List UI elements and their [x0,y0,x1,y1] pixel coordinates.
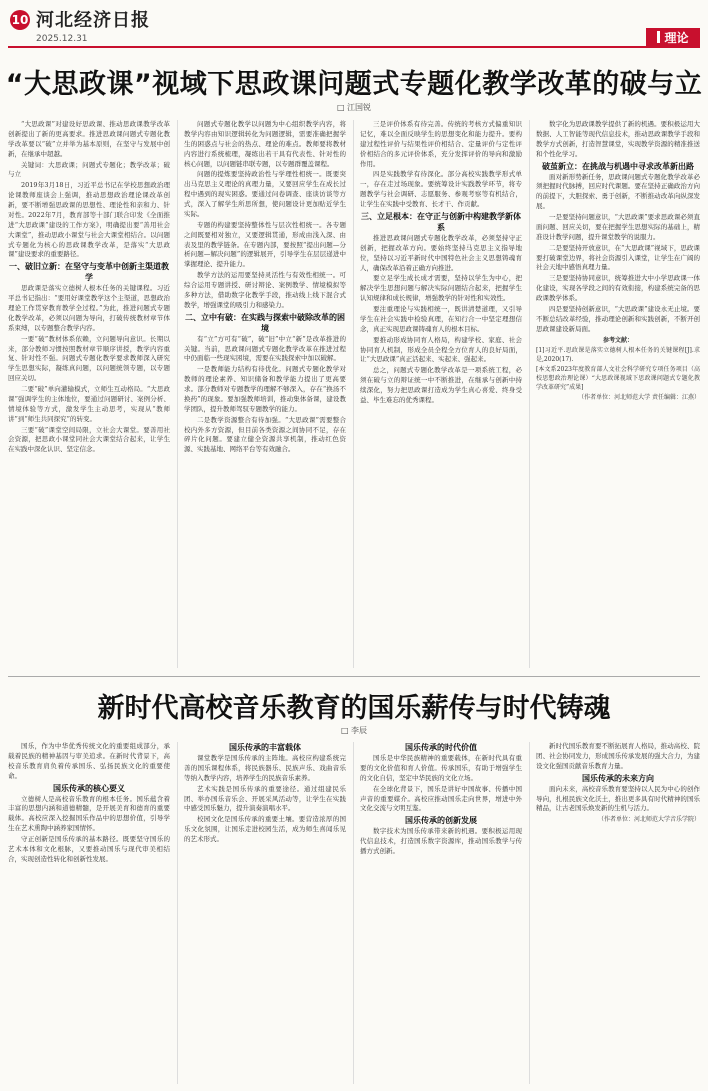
paragraph: 国乐，作为中华优秀传统文化的重要组成部分，承载着民族的精神基因与审美追求。在新时代背景下，高校音乐教育肩负着传承国乐、弘扬民族文化的重要使命。 [8,742,170,780]
article1-col3 [360,120,522,668]
references-title: 参考文献： [602,336,633,344]
paragraph: 面向未来，高校音乐教育要坚持以人民为中心的创作导向，扎根民族文化沃土，推出更多具有时代精神的国乐精品，让古老国乐焕发新的生机与活力。 [536,784,700,813]
paragraph: 一要“破”教材体系依赖，立问题导向意识。长期以来，部分教师习惯按照教材章节顺序讲授，教学内容重复、针对性不强。问题式专题化教学要求教师深入研究学生思想实际，凝练真问题，以问题统领专题，以专题回应关切。 [8,334,170,383]
article1-title: “大思政课”视域下思政课问题式专题化教学改革的破与立 [5,69,703,100]
author-affiliation: （作者单位：河北师范大学 责任编辑：江燕） [578,394,700,402]
paragraph: 推进思政课问题式专题化教学改革，必须坚持守正创新，把握改革方向。要始终坚持马克思主义指导地位，坚持以习近平新时代中国特色社会主义思想铸魂育人，确保改革沿着正确方向推进。 [360,233,522,272]
subheading: 三、立足根本：在守正与创新中构建教学新体系 [361,211,521,232]
paragraph: 在全球化背景下，国乐是讲好中国故事、传播中国声音的重要媒介。高校应推动国乐走向世界，增进中外文化交流与文明互鉴。 [360,784,522,813]
subheading: 一、破旧立新：在坚守与变革中创新主渠道教学 [9,262,169,283]
paragraph: 四是实践教学有待深化。部分高校实践教学形式单一，存在走过场现象。要统筹设计实践教学环节，将专题教学与社会调研、志愿服务、参观考察等有机结合，让学生在实践中受教育、长才干、作贡献。 [360,170,522,208]
paragraph: 面对新形势新任务，思政课问题式专题化教学改革必须把握时代脉搏，回应时代课题。要在坚持正确政治方向的前提下，大胆探索、勇于创新，不断推动改革向纵深发展。 [536,172,700,211]
paragraph: 数字化为思政课教学提供了新的机遇。要积极运用大数据、人工智能等现代信息技术，推动思政课教学手段和教学方式创新，打造智慧课堂，实现教学资源的精准推送和个性化学习。 [536,120,700,158]
article1-col1 [8,120,170,668]
paragraph: 四是要坚持创新意识，“大思政课”建设永无止境。要不断总结改革经验，推动理论创新和实践创新，不断开创思政课建设新局面。 [536,304,700,333]
article1-col4 [536,120,700,668]
paragraph: 一是要坚持问题意识，“大思政课”要求思政课必须直面问题、回应关切，要在把握学生思想实际的基础上，精准设计教学问题，提升课堂教学的说服力。 [536,213,700,241]
article2-col3 [360,742,522,1084]
abstract: “大思政课”对建设好思政课、推动思政课教学改革创新提出了新的更高要求。推进思政课问题式专题化教学改革要以“破”立并举为基本原则，在坚守与发展中创新，在继承中超越。 [8,120,170,158]
paragraph: 教学方法的运用要坚持灵活性与有效性相统一。可综合运用专题讲授、研讨辩论、案例教学、情境模拟等多种方法，借助数字化教学手段，推动线上线下混合式教学，增强课堂的吸引力和感染力。 [184,271,346,309]
paragraph: 三是要坚持协同意识，统筹推进大中小学思政课一体化建设，实现各学段之间的有效衔接，构建系统完备的思政课教学体系。 [536,274,700,302]
paragraph: 艺术实践是国乐传承的重要途径。通过组建民乐团、举办国乐音乐会、开展采风活动等，让学生在实践中感受国乐魅力，提升演奏演唱水平。 [184,784,346,813]
paragraph: 立德树人是高校音乐教育的根本任务。国乐蕴含着丰富的思想内涵和道德精髓，是开展美育和德育的重要载体。高校应深入挖掘国乐作品中的思想价值，引导学生在艺术熏陶中涵养家国情怀。 [8,794,170,833]
paragraph: 有“立”方可有“破”，破“旧”中立“新”是改革推进的关键。当前，思政课问题式专题化教学改革在推进过程中仍面临一些现实困境，需要在实践探索中加以破解。 [184,334,346,363]
header-rule [8,46,700,48]
article2-col1 [8,742,170,1084]
article2-title: 新时代高校音乐教育的国乐薪传与时代铸魂 [97,693,611,724]
paragraph: 二要“破”单向灌输模式，立师生互动格局。“大思政课”强调学生的主体地位，要通过问题研讨、案例分析、情境体验等方式，激发学生主动思考，实现从“教师讲”到“师生共同探究”的转变。 [8,385,170,423]
article-divider [8,676,700,677]
subheading: 破茧新立：在挑战与机遇中寻求改革新出路 [542,161,694,171]
column-separator [353,120,354,668]
paragraph: 守正创新是国乐传承的基本路径。既要坚守国乐的艺术本体和文化根脉，又要推动国乐与现代审美相结合，实现创造性转化和创新性发展。 [8,835,170,863]
paragraph: 国乐是中华民族精神的重要载体，在新时代具有重要的文化价值和育人价值。传承国乐，有助于增强学生的文化自信，坚定中华民族的文化立场。 [360,754,522,782]
author-affiliation: （作者单位：河北师范大学音乐学院） [597,816,700,824]
paragraph: 课堂教学是国乐传承的主阵地。高校应构建系统完善的国乐课程体系，将民族器乐、民族声乐、戏曲音乐等纳入教学内容，培养学生的民族音乐素养。 [184,754,346,782]
page-number: 10 [10,10,30,30]
reference-item: [1]习近平.思政课是落实立德树人根本任务的关键课程[J].求是,2020(17). [536,346,700,363]
article2-body [8,742,700,1084]
paragraph: 要推动形成协同育人格局，构建学校、家庭、社会协同育人机制，形成全员全程全方位育人的良好局面，让“大思政课”真正活起来、实起来、强起来。 [360,335,522,364]
reference-item: [本文系2023年度教育部人文社会科学研究专项任务项目（高校思想政治理论课）“大思政课视域下思政课问题式专题化教学改革研究”成果] [536,365,700,392]
bar-icon [657,31,660,43]
paragraph: 三是评价体系有待完善。传统的考核方式偏重知识记忆，难以全面反映学生的思想变化和能力提升。要构建过程性评价与结果性评价相结合、定量评价与定性评价相结合的多元评价体系，充分发挥评价的导向和激励作用。 [360,120,522,168]
article2-col4 [536,742,700,1084]
section-tag [646,28,700,48]
article2-author: □ 李辰 [340,726,368,735]
paragraph: 问题的提炼要坚持政治性与学理性相统一。既要突出马克思主义理论的真理力量，又要回应学生在成长过程中遇到的现实困惑。要通过问卷调查、座谈访谈等方式，深入了解学生所思所想，使问题设计更加贴近学生实际。 [184,170,346,218]
column-separator [177,120,178,668]
paragraph: 数字技术为国乐传承带来新的机遇。要积极运用现代信息技术，打造国乐数字资源库，推动国乐教学与传播方式创新。 [360,827,522,855]
section-name: 理论 [664,31,689,45]
subheading: 国乐传承的时代价值 [405,743,477,752]
paragraph: 校园文化是国乐传承的重要土壤。要营造浓厚的国乐文化氛围，让国乐走进校园生活，成为师生喜闻乐见的艺术形式。 [184,815,346,843]
article1-col2 [184,120,346,668]
subheading: 国乐传承的未来方向 [582,773,654,783]
keywords: 关键词：大思政课；问题式专题化；教学改革；破与立 [8,160,170,179]
paragraph: 二是教学资源整合有待加强。“大思政课”需要整合校内外多方资源，但目前各类资源之间协同不足，存在碎片化问题。要建立健全资源共享机制，推动红色资源、实践基地、网络平台等有效融合。 [184,415,346,454]
article1-body [8,120,700,668]
paragraph: 三要“破”课堂空间局限，立社会大课堂。要善用社会资源，把思政小课堂同社会大课堂结合起来，让学生在实践中深化认识、坚定信念。 [8,425,170,454]
paragraph: 要立足学生成长成才需要，坚持以学生为中心，把解决学生思想问题与解决实际问题结合起来，把握学生认知规律和成长规律，增强教学的针对性和实效性。 [360,274,522,303]
column-separator [177,742,178,1084]
subheading: 二、立中有破：在实践与探索中破除改革的困境 [185,312,345,333]
column-separator [353,742,354,1084]
references [536,336,700,393]
article2-col2 [184,742,346,1084]
subheading: 国乐传承的核心要义 [53,783,125,793]
subheading: 国乐传承的创新发展 [405,816,477,826]
column-separator [529,742,530,1084]
issue-date: 2025.12.31 [36,34,88,44]
paragraph: 新时代国乐教育要不断拓展育人格局，推动高校、院团、社会协同发力，形成国乐传承发展的强大合力，为建设文化强国贡献音乐教育力量。 [536,742,700,770]
paragraph: 问题式专题化教学以问题为中心组织教学内容，将教学内容由知识逻辑转化为问题逻辑，需要准确把握学生的困惑点与社会的热点、理论的难点。教师要将教材内容进行系统梳理，凝练出若干具有代表性、针对性的核心问题，以问题链串联专题，以专题群覆盖课程。 [184,120,346,168]
paragraph: 2019年3月18日，习近平总书记在学校思想政治理论课教师座谈会上强调，推动思想政治理论课改革创新，要不断增强思政课的思想性、理论性和亲和力、针对性。2022年7月，教育部等十部门联合印发《全面推进“大思政课”建设的工作方案》，明确提出要“善用社会大课堂”，推动思政小课堂与社会大课堂相结合。以问题式专题化为核心的思政课教学改革，是落实“大思政课”建设要求的重要路径。 [8,181,170,259]
paragraph: 一是教师能力结构有待优化。问题式专题化教学对教师的理论素养、知识储备和教学能力提出了更高要求。部分教师对专题教学的理解不够深入，存在“换汤不换药”的现象。要加强教师培训，推动集体备课，建设教学团队，提升教师驾驭专题教学的能力。 [184,365,346,413]
paragraph: 二是要坚持开放意识，在“大思政课”视域下，思政课要打破课堂边界，将社会资源引入课堂，让学生在广阔的社会天地中感悟真理力量。 [536,243,700,272]
column-separator [529,120,530,668]
paragraph: 思政课是落实立德树人根本任务的关键课程。习近平总书记指出：“要用好课堂教学这个主渠道，思想政治理论工作贯穿教育教学全过程。”为此，推进问题式专题化教学改革，必须以问题为导向，打破传统教材章节体系束缚，以专题整合教学内容。 [8,284,170,332]
subheading: 国乐传承的丰富载体 [229,743,301,752]
paragraph: 要注重理论与实践相统一，既讲清楚道理，又引导学生在社会实践中检验真理，在知行合一中坚定理想信念，真正实现思政课铸魂育人的根本目标。 [360,305,522,333]
paragraph: 总之，问题式专题化教学改革是一项系统工程，必须在破与立的辩证统一中不断推进，在继承与创新中持续深化，努力把思政课打造成为学生真心喜爱、终身受益、毕生难忘的优秀课程。 [360,366,522,404]
newspaper-name: 河北经济日报 [36,10,150,31]
article1-author: □ 江国锐 [336,103,372,112]
page-header [0,0,708,48]
paragraph: 专题的构建要坚持整体性与层次性相统一。各专题之间既要相对独立，又要逻辑贯通，形成由浅入深、由表及里的教学链条。在专题内部，要按照“提出问题—分析问题—解决问题”的逻辑展开，引导学生在层层递进中掌握理论、提升能力。 [184,220,346,269]
